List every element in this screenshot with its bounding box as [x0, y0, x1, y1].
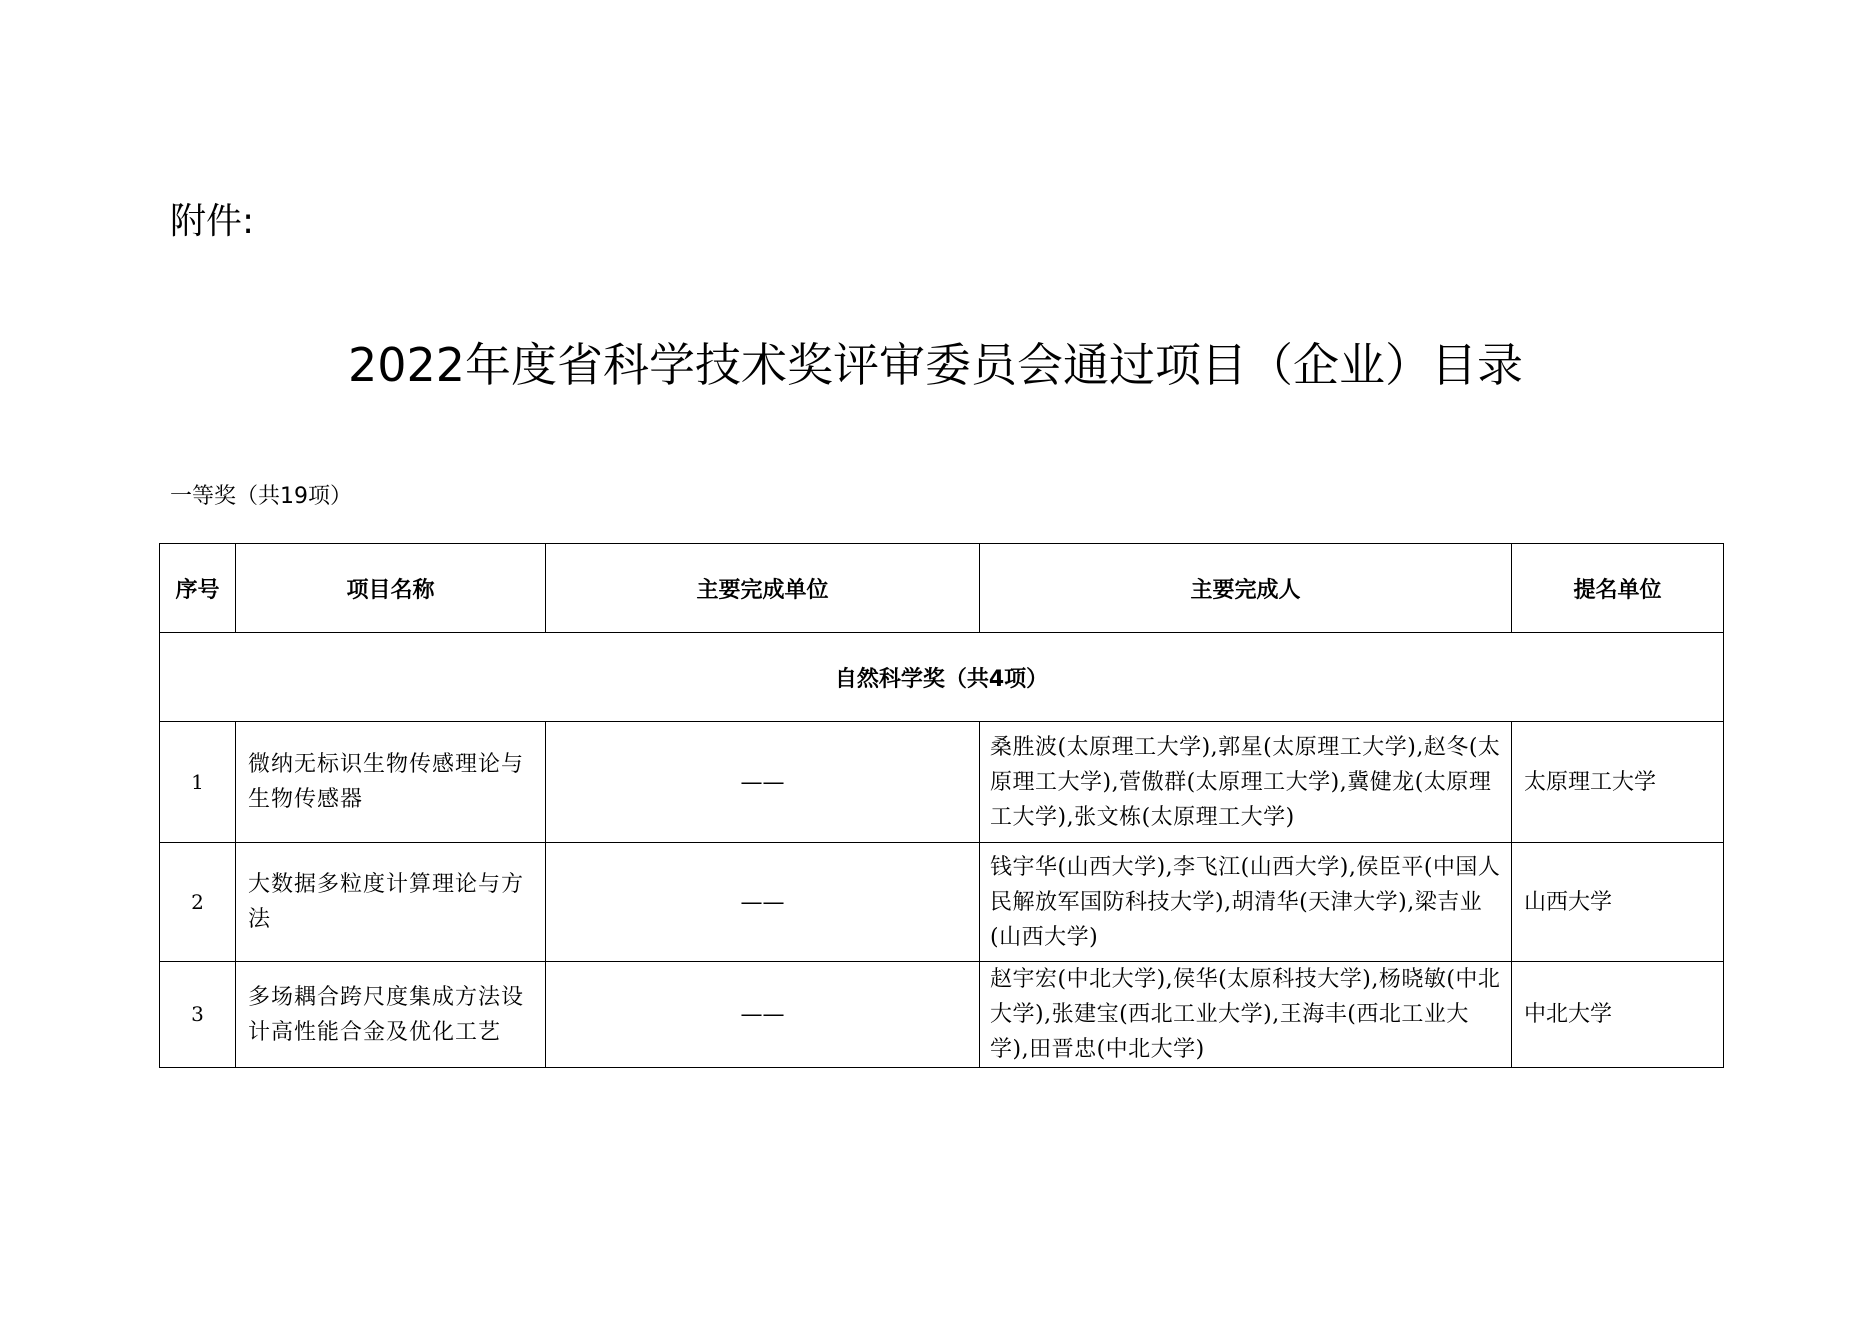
- project-name: 大数据多粒度计算理论与方法: [236, 843, 546, 962]
- table-row: [160, 843, 1724, 962]
- project-name: 微纳无标识生物传感理论与生物传感器: [236, 722, 546, 843]
- table-header-row: [160, 544, 1724, 633]
- header-project-name: 项目名称: [236, 544, 546, 633]
- main-people: 赵宇宏(中北大学),侯华(太原科技大学),杨晓敏(中北大学),张建宝(西北工业大学),王海丰(西北工业大学),田晋忠(中北大学): [980, 962, 1512, 1068]
- category-label: 自然科学奖（共4项）: [160, 633, 1724, 722]
- awards-table: [159, 543, 1724, 1068]
- header-main-people: 主要完成人: [980, 544, 1512, 633]
- nominator: 中北大学: [1512, 962, 1724, 1068]
- row-number: 1: [160, 722, 236, 843]
- attachment-label: 附件:: [170, 201, 255, 242]
- nominator: 太原理工大学: [1512, 722, 1724, 843]
- header-nominator: 提名单位: [1512, 544, 1724, 633]
- row-number: 3: [160, 962, 236, 1068]
- table-row: [160, 962, 1724, 1068]
- main-people: 钱宇华(山西大学),李飞江(山西大学),侯臣平(中国人民解放军国防科技大学),胡清华(天津大学),梁吉业(山西大学): [980, 843, 1512, 962]
- table-row: [160, 722, 1724, 843]
- page-title: 2022年度省科学技术奖评审委员会通过项目（企业）目录: [347, 338, 1524, 392]
- category-row: [160, 633, 1724, 722]
- main-unit: ——: [546, 722, 980, 843]
- project-name: 多场耦合跨尺度集成方法设计高性能合金及优化工艺: [236, 962, 546, 1068]
- row-number: 2: [160, 843, 236, 962]
- section-heading: 一等奖（共19项）: [170, 484, 352, 509]
- header-main-unit: 主要完成单位: [546, 544, 980, 633]
- nominator: 山西大学: [1512, 843, 1724, 962]
- header-number: 序号: [160, 544, 236, 633]
- main-people: 桑胜波(太原理工大学),郭星(太原理工大学),赵冬(太原理工大学),菅傲群(太原理工大学),冀健龙(太原理工大学),张文栋(太原理工大学): [980, 722, 1512, 843]
- main-unit: ——: [546, 843, 980, 962]
- main-unit: ——: [546, 962, 980, 1068]
